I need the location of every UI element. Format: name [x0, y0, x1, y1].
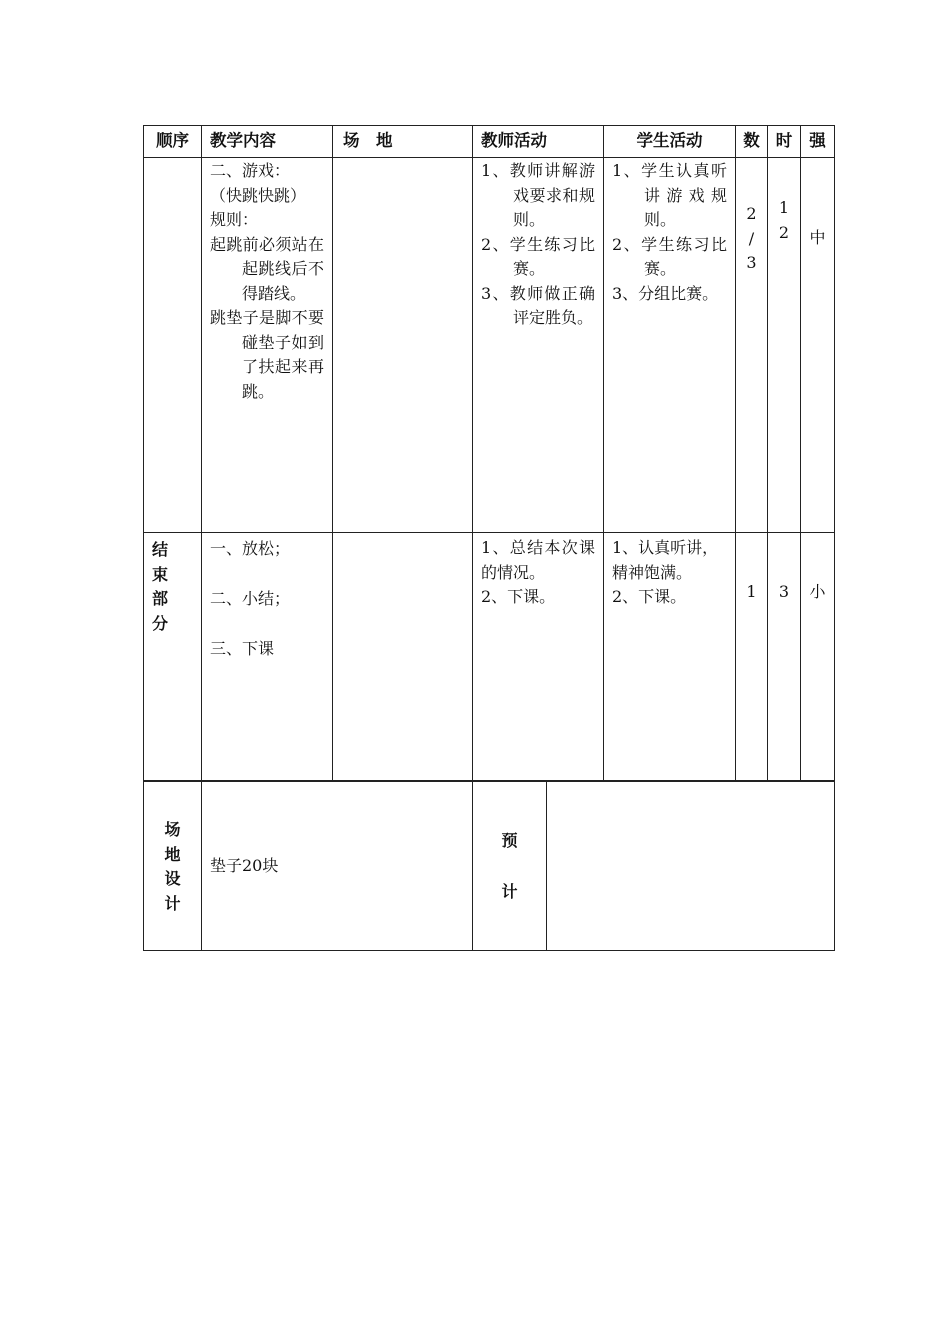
end-row [144, 533, 835, 781]
site-label-char: 地 [164, 844, 181, 864]
end-venue-cell [333, 533, 473, 781]
header-row [144, 126, 835, 158]
count-slash: / [748, 228, 755, 248]
end-section-cell [144, 533, 202, 781]
end-time-cell: 3 [768, 533, 801, 781]
teacher-activity-item: 2、下课。 [481, 587, 556, 606]
teacher-activity-item: 2、学生练习比赛。 [481, 234, 595, 278]
header-intensity: 强 [801, 126, 835, 158]
end-content-line: 一、放松； [210, 539, 291, 558]
header-venue: 场 地 [333, 126, 473, 158]
section-char: 结 [152, 540, 169, 559]
game-content-line: 规则： [210, 210, 259, 229]
section-char: 部 [152, 589, 169, 608]
header-teacher-activity: 教师活动 [473, 126, 604, 158]
student-activity-item: 2、下课。 [612, 587, 687, 606]
game-content-cell [202, 158, 333, 533]
end-content-line: 三、下课 [210, 639, 275, 658]
header-time: 时 [768, 126, 801, 158]
section-char: 分 [152, 613, 169, 633]
teacher-activity-item: 1、总结本次课的情况。 [481, 538, 595, 582]
student-activity-item: 2、学生练习比赛。 [612, 234, 727, 278]
site-label-char: 场 [164, 820, 181, 839]
site-design-table [143, 781, 835, 951]
game-content-line: （快跳快跳） [210, 185, 307, 205]
end-count-cell: 1 [736, 533, 768, 781]
game-rule: 跳垫子是脚不要碰垫子如到了扶起来再跳。 [210, 308, 324, 401]
estimate-content [547, 782, 835, 951]
header-content: 教学内容 [202, 126, 333, 158]
student-activity-item: 1、学生认真听讲游戏规则。 [612, 161, 727, 229]
teacher-activity-item: 1、教师讲解游戏要求和规则。 [481, 161, 595, 229]
site-design-row [144, 782, 835, 951]
end-teacher-cell [473, 533, 604, 781]
game-rule: 起跳前必须站在起跳线后不得踏线。 [210, 234, 324, 303]
teacher-activity-item: 3、教师做正确评定胜负。 [481, 283, 595, 327]
header-student-activity: 学生活动 [604, 126, 736, 158]
end-content-line: 二、小结； [210, 589, 291, 608]
site-design-label-cell [144, 782, 202, 951]
game-row [144, 158, 835, 533]
game-teacher-cell [473, 158, 604, 533]
end-intensity-cell: 小 [801, 533, 835, 781]
game-intensity-cell: 中 [801, 158, 835, 533]
section-char: 束 [152, 564, 169, 584]
site-label-char: 设 [164, 869, 181, 888]
count-digit: 2 [746, 204, 757, 223]
game-student-cell [604, 158, 736, 533]
student-activity-item: 3、分组比赛。 [612, 283, 719, 303]
site-design-content: 垫子20块 [202, 782, 473, 951]
game-order-cell [144, 158, 202, 533]
site-label-char: 计 [164, 893, 181, 913]
game-count-cell [736, 158, 768, 533]
header-count: 数 [736, 126, 768, 158]
end-student-cell [604, 533, 736, 781]
estimate-label-char: 计 [501, 882, 518, 901]
count-digit: 3 [746, 253, 757, 272]
estimate-label-cell [473, 782, 547, 951]
game-time-cell [768, 158, 801, 533]
student-activity-item: 1、认真听讲，精神饱满。 [612, 538, 719, 582]
game-content-line: 二、游戏： [210, 161, 291, 180]
lesson-plan-table [143, 125, 835, 781]
time-digit: 1 [778, 198, 790, 217]
estimate-label-char: 预 [501, 831, 518, 850]
header-order: 顺序 [144, 126, 202, 158]
end-content-cell [202, 533, 333, 781]
time-digit: 2 [778, 222, 790, 242]
game-venue-cell [333, 158, 473, 533]
